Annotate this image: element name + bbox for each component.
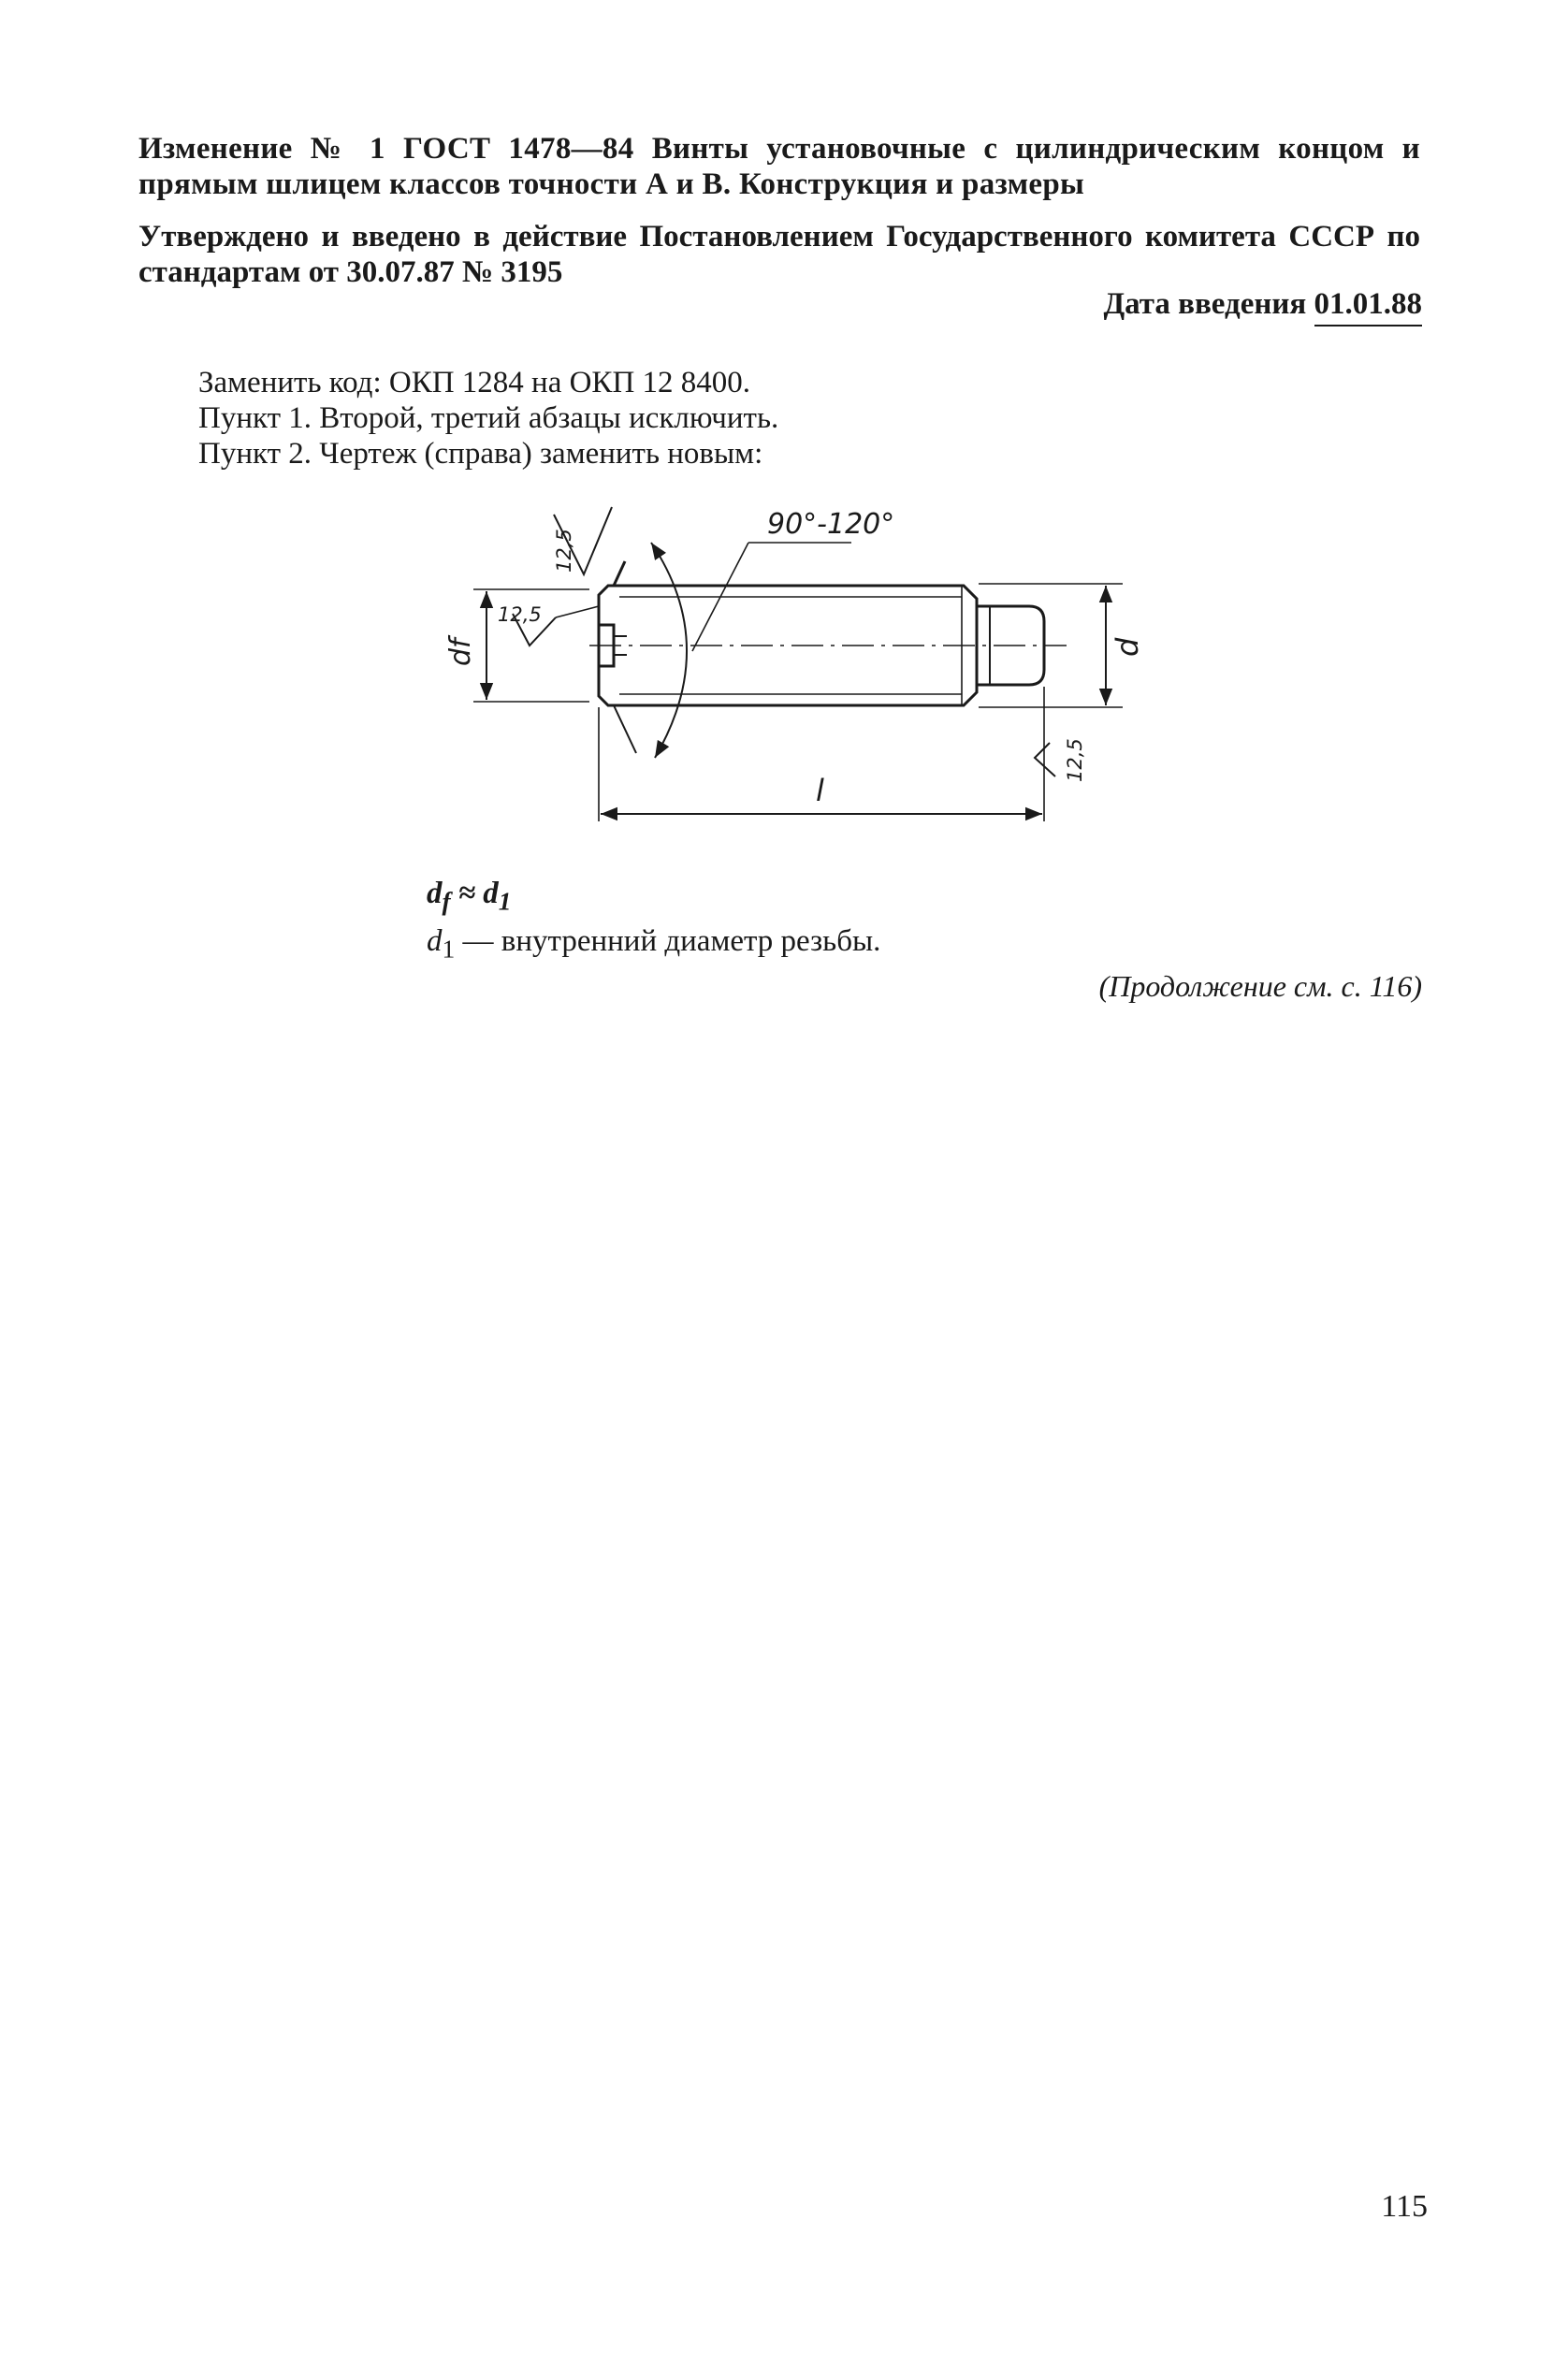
d-label: d bbox=[1110, 637, 1145, 657]
roughness-symbol-end bbox=[1035, 743, 1055, 776]
date-value: 01.01.88 bbox=[1314, 287, 1423, 326]
diameter-formula: $d_f \approx d_1$ bbox=[427, 877, 512, 916]
notes bbox=[427, 874, 880, 968]
approval-statement: Утверждено и введено в действие Постановлением Государственного комитета СССР по стандартам от 30.07.87 № 3195 bbox=[138, 220, 1420, 289]
roughness-label-end: 12,5 bbox=[1064, 738, 1086, 782]
angle-label: 90°-120° bbox=[767, 508, 895, 541]
roughness-label-top: 12,5 bbox=[553, 529, 575, 573]
page-number: 115 bbox=[1381, 2189, 1428, 2224]
amendment-line: Пункт 1. Второй, третий абзацы исключить. bbox=[198, 401, 779, 435]
amendment-line: Заменить код: ОКП 1284 на ОКП 12 8400. bbox=[198, 366, 751, 399]
chamfer-line bbox=[614, 561, 625, 586]
introduction-date bbox=[1103, 286, 1422, 322]
diameter-definition: $d_1$ — внутренний диаметр резьбы. bbox=[427, 923, 881, 964]
amendment-text bbox=[198, 365, 778, 472]
df-label bbox=[444, 634, 477, 666]
chamfer-line bbox=[614, 705, 636, 753]
angle-arc bbox=[651, 543, 687, 758]
roughness-label-slot: 12,5 bbox=[498, 603, 542, 626]
df-label-text: df bbox=[444, 638, 477, 666]
document-title: Изменение № 1 ГОСТ 1478—84 Винты установочные с цилиндрическим концом и прямым шлицем классов точности А и В. Конструкция и размеры bbox=[138, 132, 1420, 201]
l-label: l bbox=[816, 773, 824, 808]
date-label: Дата введения bbox=[1103, 287, 1307, 321]
screw-drawing bbox=[412, 486, 1160, 842]
continuation-note: (Продолжение см. с. 116) bbox=[1098, 969, 1422, 1003]
amendment-line: Пункт 2. Чертеж (справа) заменить новым: bbox=[198, 437, 763, 471]
